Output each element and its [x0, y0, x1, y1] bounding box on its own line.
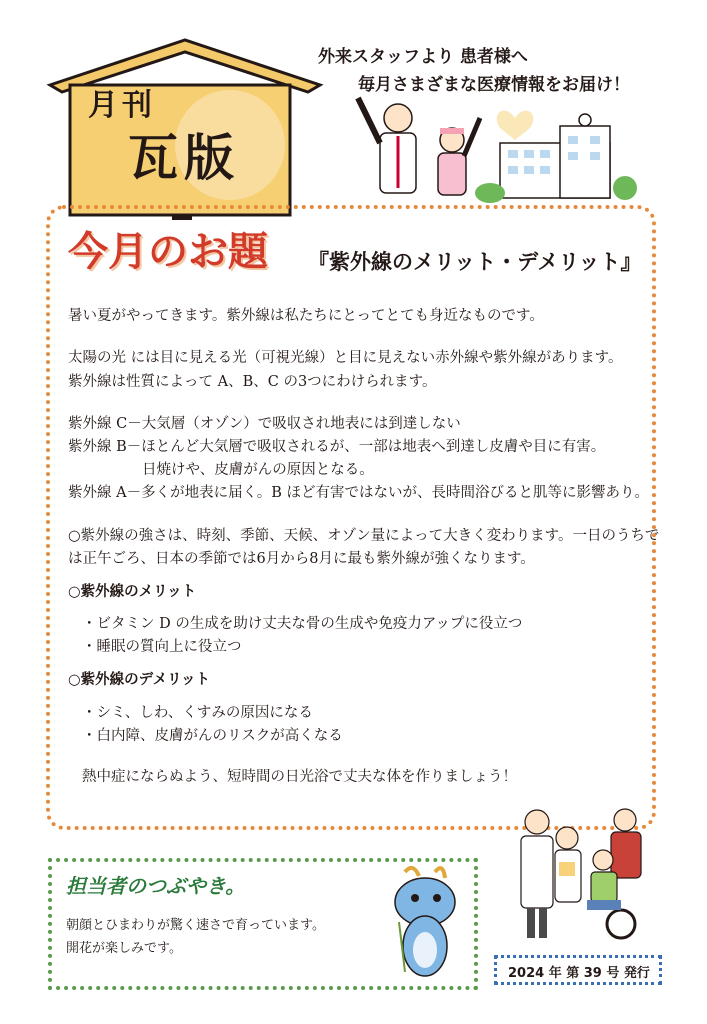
topic-heading: 今月のお題 [68, 228, 268, 275]
sign-title-monthly: 月刊 [88, 88, 156, 123]
issue-number-text: 2024 年 第 39 号 発行 [508, 966, 650, 981]
tweet-line-2: 開花が楽しみです。 [66, 941, 182, 956]
closing-message: 熱中症にならぬよう、短時間の日光浴で丈夫な体を作りましょう！ [82, 769, 517, 785]
demerit-heading: ○紫外線のデメリット [68, 671, 210, 688]
dragon-mascot-illustration [385, 862, 465, 982]
staff-group-illustration [505, 800, 655, 950]
body-sun-line-1: 太陽の光 には目に見える光（可視光線）と目に見えない赤外線や紫外線があります。 [68, 350, 623, 366]
tweet-title: 担当者のつぶやき。 [66, 874, 246, 898]
body-uv-b-line-2: 日焼けや、皮膚がんの原因となる。 [142, 462, 374, 478]
body-strength-line-2: は正午ごろ、日本の季節では6月から8月に最も紫外線が強くなります。 [68, 551, 535, 567]
sign-title-kawaraban: 瓦版 [128, 129, 240, 187]
demerit-item-1: ・シミ、しわ、くすみの原因になる [82, 705, 313, 721]
topic-title: 『紫外線のメリット・デメリット』 [308, 249, 642, 274]
body-intro: 暑い夏がやってきます。紫外線は私たちにとってとても身近なものです。 [68, 308, 544, 324]
body-strength-line-1: ○紫外線の強さは、時刻、季節、天候、オゾン量によって大きく変わります。一日のうちで [68, 528, 660, 544]
header-tagline-2: 毎月さまざまな医療情報をお届け！ [358, 75, 630, 95]
merit-item-2: ・睡眠の質向上に役立つ [82, 639, 242, 655]
merit-item-1: ・ビタミン D の生成を助け丈夫な骨の生成や免疫力アップに役立つ [82, 616, 523, 632]
demerit-item-2: ・白内障、皮膚がんのリスクが高くなる [82, 728, 343, 744]
body-uv-c: 紫外線 C－大気層（オゾン）で吸収され地表には到達しない [68, 416, 461, 432]
body-uv-a: 紫外線 A－多くが地表に届く。B ほど有害ではないが、長時間浴びると肌等に影響あり。 [68, 485, 650, 501]
merit-heading: ○紫外線のメリット [68, 583, 197, 600]
body-uv-b-line-1: 紫外線 B－ほとんど大気層で吸収されるが、一部は地表へ到達し皮膚や目に有害。 [68, 439, 606, 455]
tweet-line-1: 朝顔とひまわりが驚く速さで育っています。 [66, 918, 325, 933]
header-tagline-1: 外来スタッフより 患者様へ [318, 47, 528, 67]
doctor-nurse-hospital-illustration [340, 88, 640, 208]
body-sun-line-2: 紫外線は性質によって A、B、C の3つにわけられます。 [68, 374, 437, 390]
